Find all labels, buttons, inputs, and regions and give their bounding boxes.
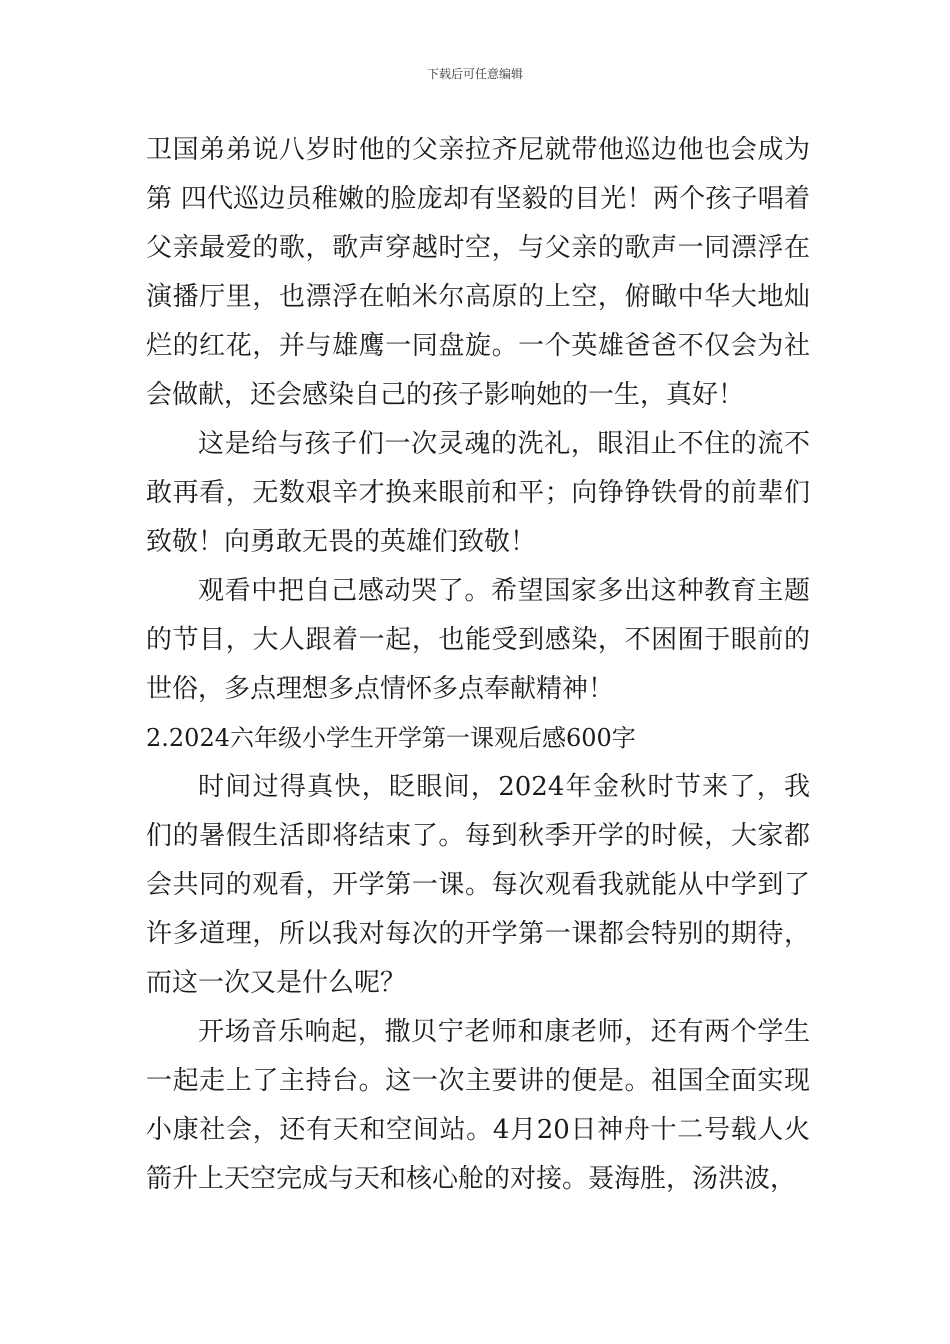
paragraph-3: 观看中把自己感动哭了。希望国家多出这种教育主题的节目，大人跟着一起，也能受到感染，不困囿于眼前的世俗，多点理想多点情怀多点奉献精神！ xyxy=(146,576,810,704)
paragraph-4: 时间过得真快，眨眼间，2024年金秋时节来了，我们的暑假生活即将结束了。每到秋季开学的时候，大家都会共同的观看，开学第一课。每次观看我就能从中学到了许多道理，所以我对每次的开学第一课都会特别的期待，而这一次又是什么呢？ xyxy=(146,772,810,998)
document-body xyxy=(146,126,810,1204)
paragraph-5: 开场音乐响起，撒贝宁老师和康老师，还有两个学生一起走上了主持台。这一次主要讲的便是。祖国全面实现小康社会，还有天和空间站。4月20日神舟十二号载人火箭升上天空完成与天和核心舱的对接。聂海胜，汤洪波， xyxy=(146,1017,810,1194)
page-header-note: 下载后可任意编辑 xyxy=(426,67,523,81)
paragraph-1: 卫国弟弟说八岁时他的父亲拉齐尼就带他巡边他也会成为第 四代巡边员稚嫩的脸庞却有坚毅的目光！两个孩子唱着父亲最爱的歌，歌声穿越时空，与父亲的歌声一同漂浮在演播厅里，也漂浮在帕米尔高原的上空，俯瞰中华大地灿烂的红花，并与雄鹰一同盘旋。一个英雄爸爸不仅会为社会做献，还会感染自己的孩子影响她的一生，真好！ xyxy=(146,135,810,410)
paragraph-2: 这是给与孩子们一次灵魂的洗礼，眼泪止不住的流不敢再看，无数艰辛才换来眼前和平；向铮铮铁骨的前辈们致敬！向勇敢无畏的英雄们致敬！ xyxy=(146,429,810,557)
section-heading: 2.2024六年级小学生开学第一课观后感600字 xyxy=(146,724,636,752)
